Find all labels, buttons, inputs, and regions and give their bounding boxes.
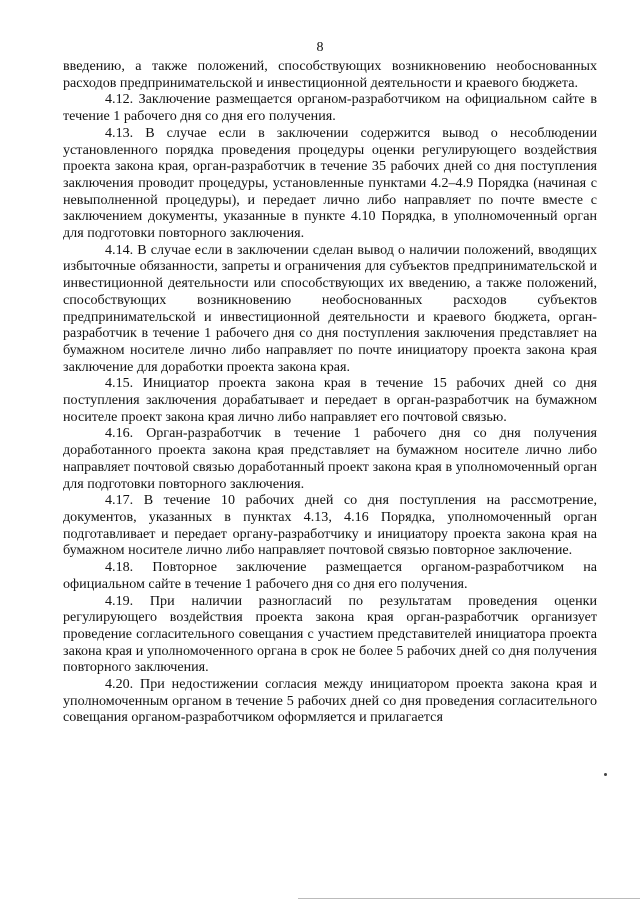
scan-edge-line (298, 898, 640, 899)
paragraph-4-14: 4.14. В случае если в заключении сделан вывод о наличии положений, вводящих избыточные обязанности, запреты и ограничения для субъектов предпринимательской и инвестиционной деятельности или способствующих их введению, а также положений, способствующих возникновению необоснованных расходов субъектов предпринимательской и инвестиционной деятельности и краевого бюджета, орган-разработчик в течение 1 рабочего дня со дня поступления заключения представляет на бумажном носителе лично либо направляет по почте инициатору проекта закона края заключение для доработки проекта закона края. (63, 241, 597, 375)
paragraph-4-13: 4.13. В случае если в заключении содержится вывод о несоблюдении установленного порядка проведения процедуры оценки регулирующего воздействия проекта закона края, орган-разработчик в течение 35 рабочих дней со дня поступления заключения проводит процедуры, установленные пунктами 4.2–4.9 Порядка (начиная с невыполненной процедуры), и передает лично либо направляет по почте вместе с заключением документы, указанные в пункте 4.10 Порядка, в уполномоченный орган для подготовки повторного заключения. (63, 124, 597, 242)
paragraph-continuation: введению, а также положений, способствующих возникновению необоснованных расходов предпринимательской и инвестиционной деятельности и краевого бюджета. (63, 58, 597, 91)
paragraph-4-15: 4.15. Инициатор проекта закона края в течение 15 рабочих дней со дня поступления заключения дорабатывает и передает в орган-разработчик на бумажном носителе проект закона края лично либо направляет его почтовой связью. (63, 375, 597, 425)
paragraph-4-19: 4.19. При наличии разногласий по результатам проведения оценки регулирующего воздействия проекта закона края орган-разработчик организует проведение согласительного совещания с участием представителей инициатора проекта закона края и уполномоченного органа в срок не более 5 рабочих дней со дня получения повторного заключения. (63, 592, 597, 676)
paragraph-4-16: 4.16. Орган-разработчик в течение 1 рабочего дня со дня получения доработанного проекта закона края представляет на бумажном носителе лично либо направляет почтовой связью доработанный проект закона края в уполномоченный орган для подготовки повторного заключения. (63, 425, 597, 492)
paragraph-4-18: 4.18. Повторное заключение размещается органом-разработчиком на официальном сайте в течение 1 рабочего дня со дня его получения. (63, 559, 597, 592)
page-number: 8 (316, 40, 324, 55)
document-body (63, 58, 597, 726)
paragraph-4-17: 4.17. В течение 10 рабочих дней со дня поступления на рассмотрение, документов, указанных в пунктах 4.13, 4.16 Порядка, уполномоченный орган подготавливает и передает органу-разработчику и инициатору проекта закона края на бумажном носителе лично либо направляет почтовой связью повторное заключение. (63, 492, 597, 559)
scan-mark (604, 773, 607, 776)
paragraph-4-20: 4.20. При недостижении согласия между инициатором проекта закона края и уполномоченным органом в течение 5 рабочих дней со дня проведения согласительного совещания органом-разработчиком оформляется и прилагается (63, 676, 597, 726)
paragraph-4-12: 4.12. Заключение размещается органом-разработчиком на официальном сайте в течение 1 рабочего дня со дня его получения. (63, 91, 597, 125)
